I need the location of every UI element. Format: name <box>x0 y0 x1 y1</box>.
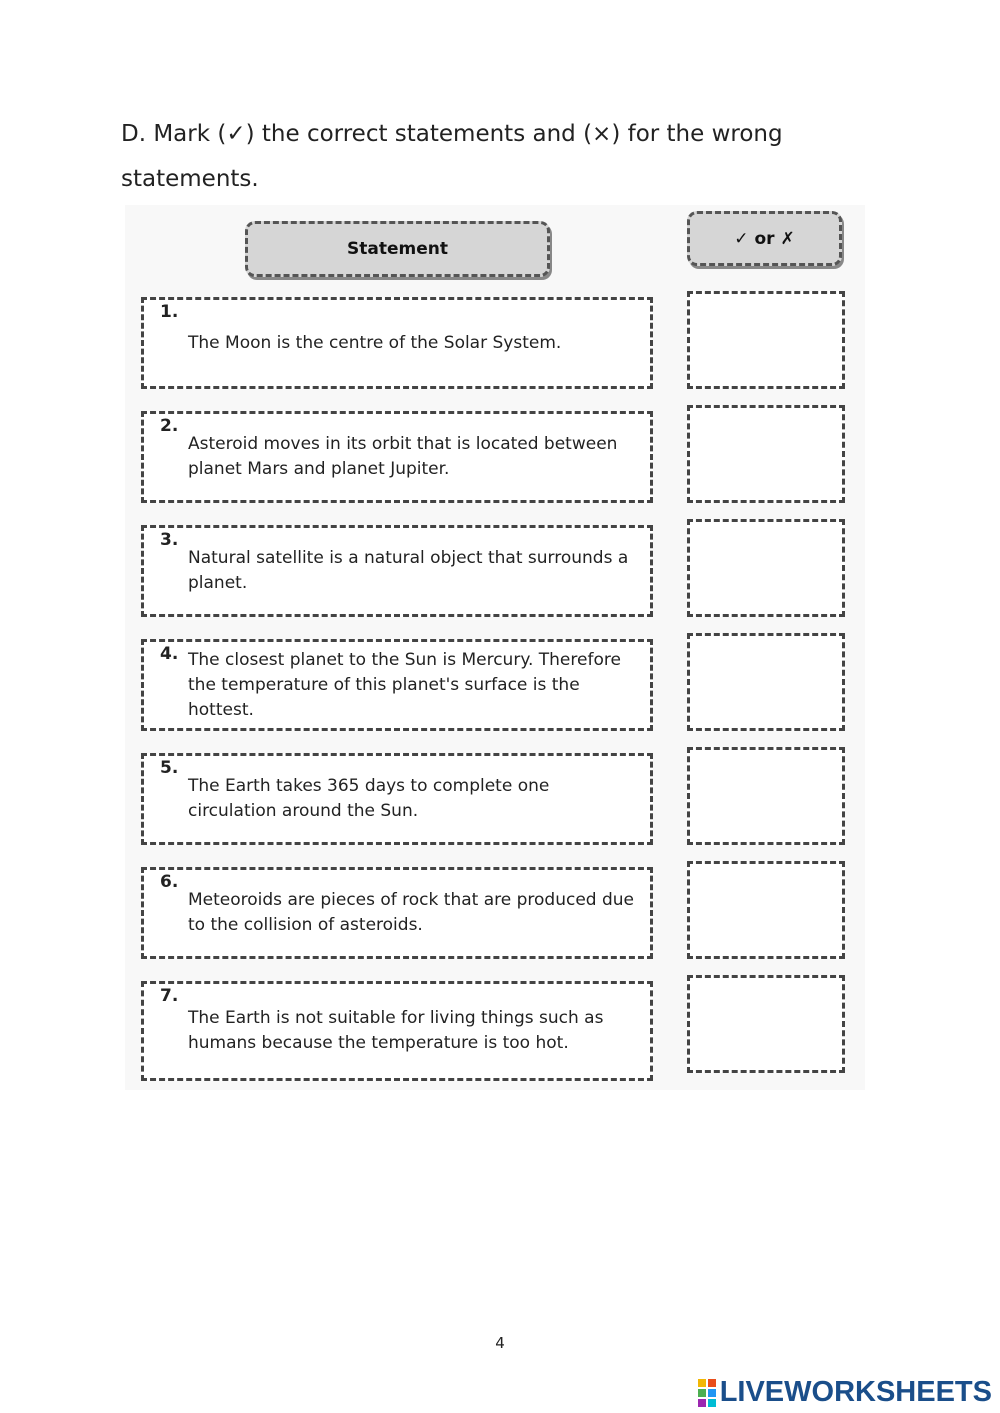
statement-box <box>141 297 653 389</box>
statement-number: 3. <box>160 530 179 550</box>
statement-box <box>141 867 653 959</box>
statement-box <box>141 753 653 845</box>
statement-text: The Earth takes 365 days to complete one circulation around the Sun. <box>188 776 550 821</box>
worksheet-table <box>125 205 865 1090</box>
answer-box-5[interactable] <box>687 747 845 845</box>
answer-box-2[interactable] <box>687 405 845 503</box>
mark-header: ✓ or ✗ <box>687 211 842 266</box>
liveworksheets-logo-icon <box>698 1379 716 1407</box>
statement-number: 4. <box>160 644 179 664</box>
statement-text: The closest planet to the Sun is Mercury. Therefore the temperature of this planet's surface is the hottest. <box>188 649 621 720</box>
statement-header: Statement <box>245 221 550 277</box>
page-number: 4 <box>495 1334 505 1352</box>
answer-box-4[interactable] <box>687 633 845 731</box>
statement-number: 7. <box>160 986 179 1006</box>
statement-text: Natural satellite is a natural object that surrounds a planet. <box>188 548 629 593</box>
answer-box-1[interactable] <box>687 291 845 389</box>
statement-text: Meteoroids are pieces of rock that are produced due to the collision of asteroids. <box>188 890 635 935</box>
statement-box <box>141 981 653 1081</box>
answer-box-7[interactable] <box>687 975 845 1073</box>
answer-box-6[interactable] <box>687 861 845 959</box>
statement-text: Asteroid moves in its orbit that is located between planet Mars and planet Jupiter. <box>188 434 618 479</box>
statement-number: 5. <box>160 758 179 778</box>
instruction-line-1: D. Mark (✓) the correct statements and (×) for the wrong <box>121 121 783 147</box>
statement-box <box>141 411 653 503</box>
statement-box <box>141 525 653 617</box>
statement-number: 6. <box>160 872 179 892</box>
statement-box <box>141 639 653 731</box>
statement-text: The Earth is not suitable for living things such as humans because the temperature is too hot. <box>188 1008 604 1053</box>
answer-box-3[interactable] <box>687 519 845 617</box>
statement-number: 1. <box>160 302 179 322</box>
statement-number: 2. <box>160 416 179 436</box>
brand-name: LIVEWORKSHEETS <box>719 1376 992 1408</box>
instruction-text <box>121 112 881 202</box>
liveworksheets-brand <box>698 1376 992 1409</box>
instruction-line-2: statements. <box>121 166 259 192</box>
statement-text: The Moon is the centre of the Solar System. <box>188 332 562 353</box>
